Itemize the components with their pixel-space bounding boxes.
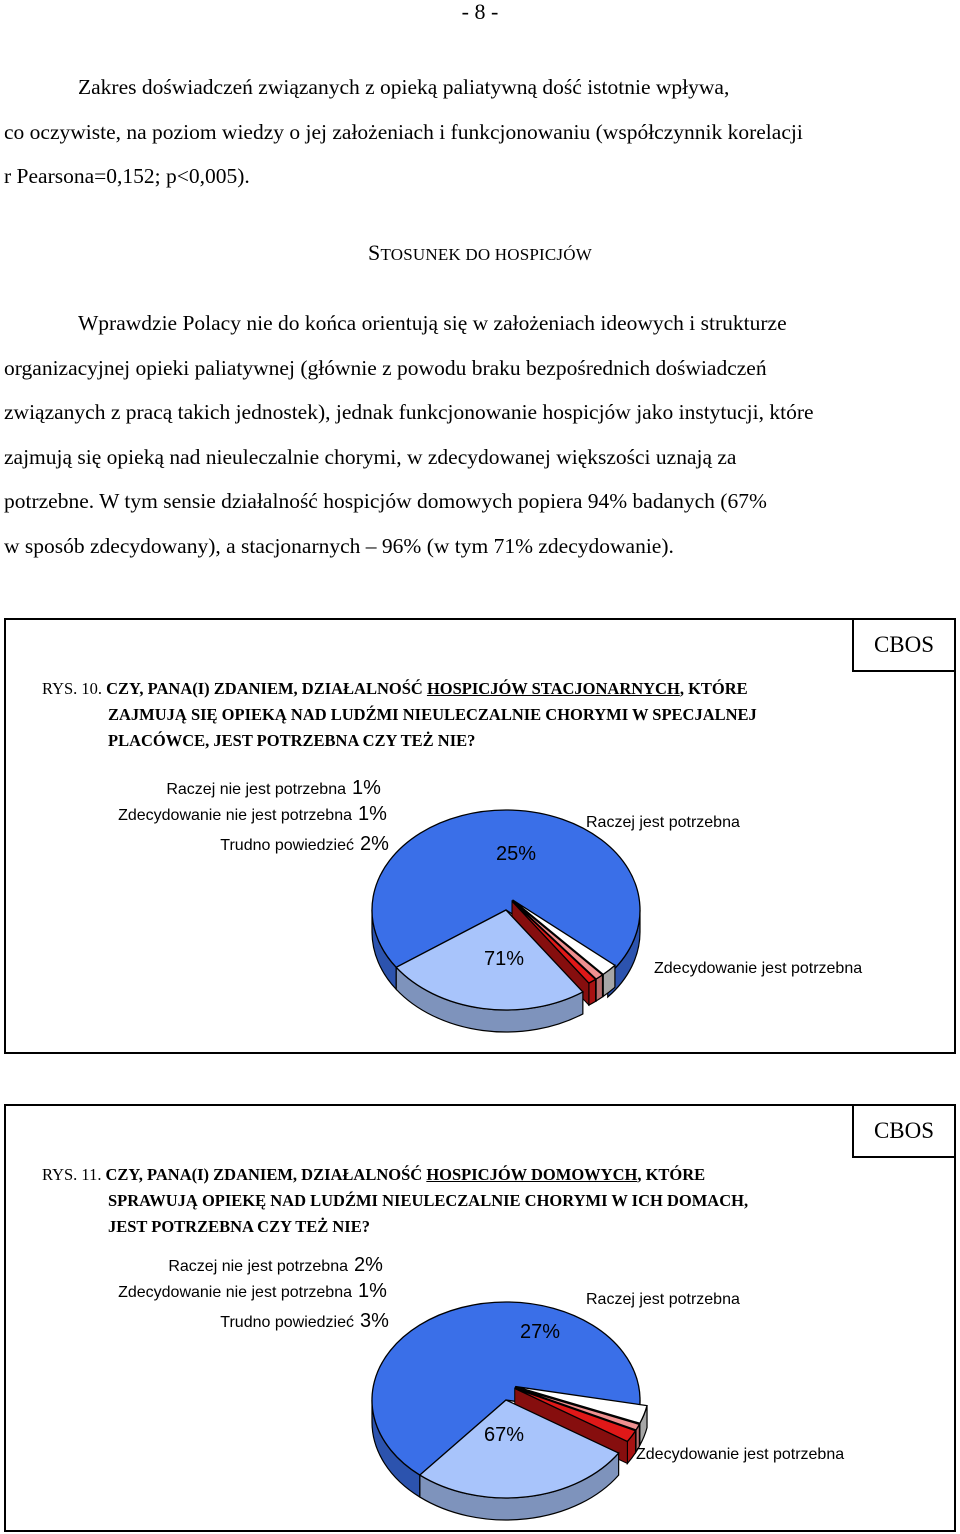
caption-line: SPRAWUJĄ OPIEKĘ NAD LUDŹMI NIEULECZALNIE CHORYMI W ICH DOMACH, — [108, 1191, 749, 1210]
legend-label-raczej-nie: Raczej nie jest potrzebna — [168, 1258, 348, 1275]
paragraph-line: w sposób zdecydowany), a stacjonarnych – 96% (w tym 71% zdecydowanie). — [4, 533, 674, 558]
paragraph-line: potrzebne. W tym sensie działalność hospicjów domowych popiera 94% badanych (67% — [4, 489, 767, 514]
intro-paragraph — [4, 65, 956, 199]
pie-chart — [6, 1106, 958, 1534]
data-label-zdecydowanie-tak: 67% — [483, 1424, 525, 1446]
legend-label-zdecydowanie-nie: Zdecydowanie nie jest potrzebna — [118, 1284, 352, 1301]
paragraph-line: związanych z pracą takich jednostek), jednak funkcjonowanie hospicjów jako instytucji, które — [4, 400, 814, 425]
figure-number: RYS. 10. — [42, 679, 103, 698]
data-label-raczej-tak: 27% — [519, 1321, 561, 1343]
caption-text: , KTÓRE — [637, 1165, 706, 1184]
paragraph-line: co oczywiste, na poziom wiedzy o jej założeniach i funkcjonowaniu (współczynnik korelacji — [4, 119, 803, 144]
legend-label-zdecydowanie-tak: Zdecydowanie jest potrzebna — [654, 960, 863, 977]
paragraph-line — [4, 301, 956, 346]
legend-label-trudno: Trudno powiedzieć — [220, 837, 354, 854]
legend-label-raczej-tak: Raczej jest potrzebna — [586, 1291, 740, 1308]
paragraph-line: zajmują się opieką nad nieuleczalnie chorymi, w zdecydowanej większości uznają za — [4, 444, 737, 469]
data-label-trudno: 3% — [360, 1310, 389, 1332]
figure-11 — [4, 1104, 956, 1532]
caption-underlined: HOSPICJÓW STACJONARNYCH — [426, 679, 680, 698]
data-label-trudno: 2% — [360, 833, 389, 855]
body-paragraph — [4, 301, 956, 569]
page-number: - 8 - — [461, 0, 499, 24]
legend-label-raczej-tak: Raczej jest potrzebna — [586, 814, 740, 831]
figure-10 — [4, 618, 956, 1054]
legend-label-raczej-nie: Raczej nie jest potrzebna — [166, 781, 346, 798]
section-heading-rest: TOSUNEK DO HOSPICJÓW — [380, 245, 592, 264]
data-label-zdecydowanie-nie: 1% — [358, 1280, 387, 1302]
caption-underlined: HOSPICJÓW DOMOWYCH — [426, 1165, 638, 1184]
caption-line: ZAJMUJĄ SIĘ OPIEKĄ NAD LUDŹMI NIEULECZALNIE CHORYMI W SPECJALNEJ — [108, 705, 757, 724]
legend-label-zdecydowanie-tak: Zdecydowanie jest potrzebna — [636, 1446, 845, 1463]
paragraph-line: r Pearsona=0,152; p<0,005). — [4, 164, 250, 189]
cbos-badge: CBOS — [852, 618, 956, 672]
section-heading-initial: S — [368, 240, 381, 265]
caption-text: CZY, PANA(I) ZDANIEM, DZIAŁALNOŚĆ — [105, 1165, 427, 1184]
paragraph-line-text: Zakres doświadczeń związanych z opieką paliatywną dość istotnie wpływa, — [78, 75, 730, 99]
legend-label-trudno: Trudno powiedzieć — [220, 1314, 354, 1331]
paragraph-line-text: Wprawdzie Polacy nie do końca orientują się w założeniach ideowych i strukturze — [78, 311, 787, 335]
caption-line: PLACÓWCE, JEST POTRZEBNA CZY TEŻ NIE? — [108, 731, 476, 750]
section-heading — [0, 240, 960, 266]
caption-line: JEST POTRZEBNA CZY TEŻ NIE? — [108, 1217, 370, 1236]
paragraph-line — [4, 65, 956, 110]
caption-text: , KTÓRE — [679, 679, 748, 698]
figure-number: RYS. 11. — [42, 1165, 102, 1184]
legend-label-zdecydowanie-nie: Zdecydowanie nie jest potrzebna — [118, 807, 352, 824]
data-label-raczej-tak: 25% — [495, 843, 537, 865]
paragraph-line: organizacyjnej opieki paliatywnej (głównie z powodu braku bezpośrednich doświadczeń — [4, 355, 767, 380]
caption-text: CZY, PANA(I) ZDANIEM, DZIAŁALNOŚĆ — [106, 679, 427, 698]
data-label-raczej-nie: 1% — [352, 777, 381, 799]
data-label-zdecydowanie-nie: 1% — [358, 803, 387, 825]
pie-chart — [6, 620, 958, 1056]
data-label-zdecydowanie-tak: 71% — [483, 948, 525, 970]
cbos-badge: CBOS — [852, 1104, 956, 1158]
data-label-raczej-nie: 2% — [354, 1254, 383, 1276]
pie-slices — [372, 1302, 647, 1520]
